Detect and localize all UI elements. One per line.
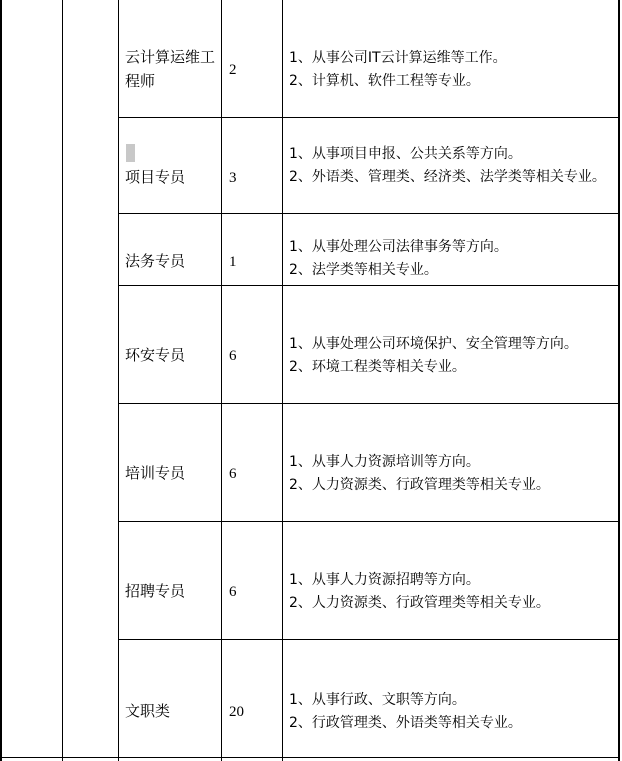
table-row <box>119 286 618 403</box>
table-row <box>119 0 618 117</box>
job-description <box>289 569 615 615</box>
table-row <box>119 214 618 285</box>
description-line: 1、从事项目申报、公共关系等方向。 <box>289 146 522 162</box>
headcount: 1 <box>229 254 237 270</box>
job-description <box>289 689 615 735</box>
job-description <box>289 451 615 497</box>
description-line: 2、人力资源类、行政管理类等相关专业。 <box>289 477 550 493</box>
job-description <box>289 236 615 282</box>
description-line: 1、从事公司IT云计算运维等工作。 <box>289 50 507 66</box>
table-row <box>119 118 618 213</box>
table-border-bottom <box>0 757 620 758</box>
description-line: 2、法学类等相关专业。 <box>289 262 438 278</box>
headcount: 2 <box>229 62 237 78</box>
table-border-left <box>0 0 2 761</box>
headcount: 6 <box>229 584 237 600</box>
description-line: 2、行政管理类、外语类等相关专业。 <box>289 715 522 731</box>
job-description <box>289 47 615 93</box>
description-line: 2、计算机、软件工程等专业。 <box>289 73 480 89</box>
table-row <box>119 522 618 639</box>
headcount: 20 <box>229 704 244 720</box>
job-title: 项目专员 <box>125 168 186 186</box>
job-description <box>289 143 615 189</box>
headcount: 6 <box>229 466 237 482</box>
description-line: 1、从事行政、文职等方向。 <box>289 692 466 708</box>
job-title: 法务专员 <box>125 252 186 270</box>
headcount: 6 <box>229 348 237 364</box>
description-line: 1、从事人力资源培训等方向。 <box>289 454 480 470</box>
description-line: 1、从事处理公司环境保护、安全管理等方向。 <box>289 336 578 352</box>
table-row <box>119 404 618 521</box>
description-line: 2、人力资源类、行政管理类等相关专业。 <box>289 595 550 611</box>
job-description <box>289 333 615 379</box>
job-title: 云计算运维工程师 <box>125 48 216 90</box>
column-divider <box>62 0 63 761</box>
text-cursor-marker <box>126 144 135 162</box>
job-title: 招聘专员 <box>125 582 186 600</box>
description-line: 1、从事人力资源招聘等方向。 <box>289 572 480 588</box>
description-line: 1、从事处理公司法律事务等方向。 <box>289 239 508 255</box>
job-title: 文职类 <box>125 702 171 720</box>
description-line: 2、外语类、管理类、经济类、法学类等相关专业。 <box>289 169 606 185</box>
job-title: 培训专员 <box>125 464 186 482</box>
description-line: 2、环境工程类等相关专业。 <box>289 359 466 375</box>
headcount: 3 <box>229 170 237 186</box>
table-border-right <box>618 0 620 761</box>
job-title: 环安专员 <box>125 346 186 364</box>
table-row <box>119 640 618 757</box>
